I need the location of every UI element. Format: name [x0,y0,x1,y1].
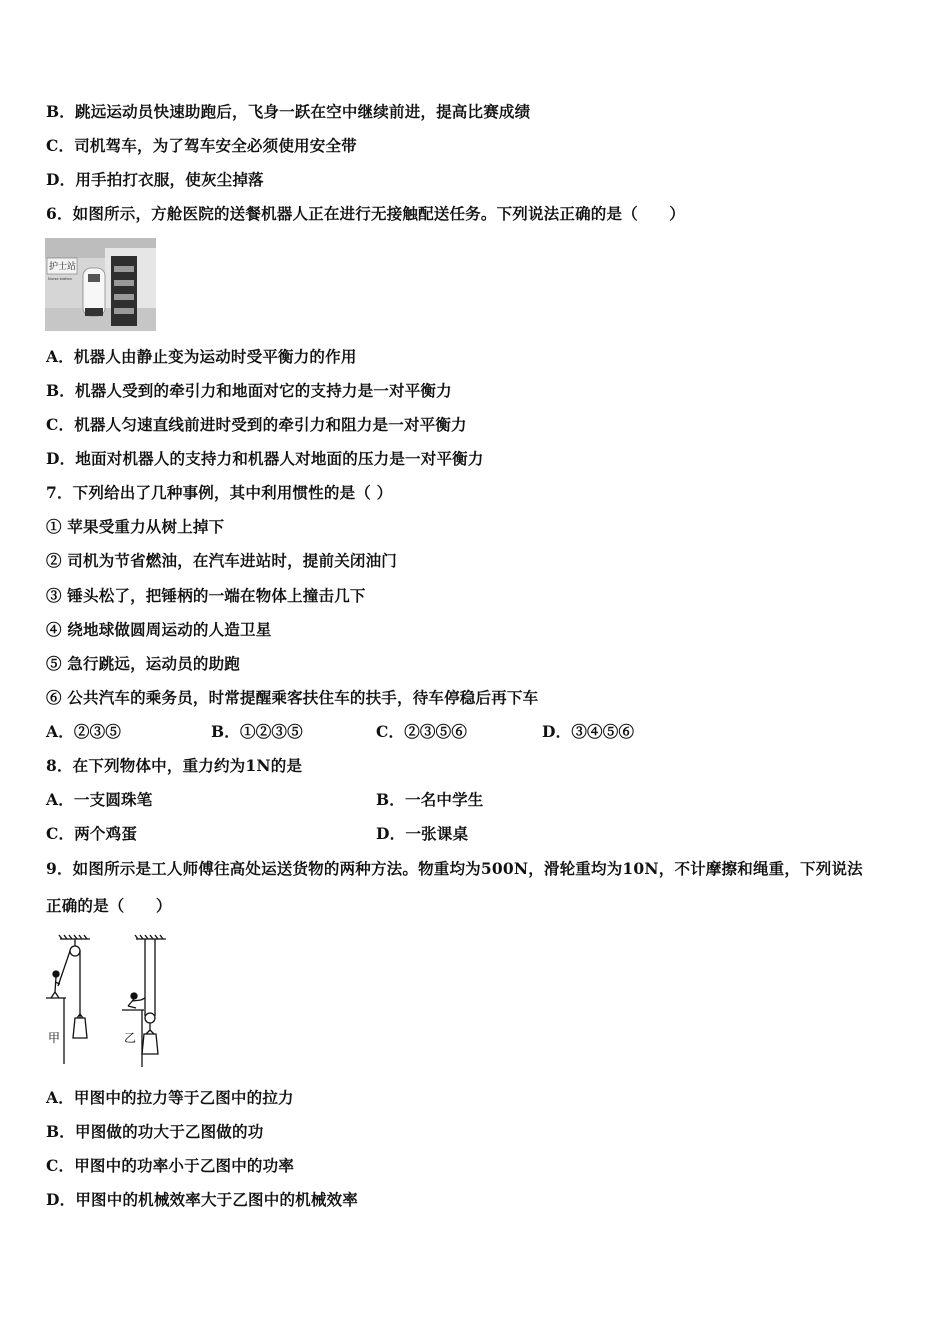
q7-option-c: C．②③⑤⑥ [376,722,468,741]
q6-option-b: B．机器人受到的牵引力和地面对它的支持力是一对平衡力 [46,381,452,400]
q7-option-d: D．③④⑤⑥ [542,722,635,741]
figure-label-jia: 甲 [48,1031,61,1045]
q7-item-3: ③ 锤头松了，把锤柄的一端在物体上撞击几下 [46,586,366,605]
q5-option-c: C．司机驾车，为了驾车安全必须使用安全带 [46,136,357,155]
q9-stem-line1: 9．如图所示是工人师傅往高处运送货物的两种方法。物重均为500N，滑轮重均为10N，不计摩擦和绳重，下列说法 [46,859,863,878]
q6-option-d: D．地面对机器人的支持力和机器人对地面的压力是一对平衡力 [46,449,484,468]
q7-item-2: ② 司机为节省燃油，在汽车进站时，提前关闭油门 [46,551,397,570]
q9-option-d: D．甲图中的机械效率大于乙图中的机械效率 [46,1190,358,1209]
q7-item-5: ⑤ 急行跳远，运动员的助跑 [46,654,240,673]
q8-stem: 8．在下列物体中，重力约为1N的是 [46,756,303,775]
q8-option-a: A．一支圆珠笔 [46,790,153,809]
q8-option-c: C．两个鸡蛋 [46,824,138,843]
nurse-station-sign: 护士站 [49,262,77,272]
q7-item-1: ① 苹果受重力从树上掉下 [46,517,225,536]
pulley-diagram [44,934,174,1069]
q6-stem: 6．如图所示，方舱医院的送餐机器人正在进行无接触配送任务。下列说法正确的是（ ） [46,204,685,223]
q9-option-a: A．甲图中的拉力等于乙图中的拉力 [46,1088,294,1107]
nurse-station-sign-en: Nurse station [48,277,73,281]
robot-photo [45,238,156,331]
q8-option-b: B．一名中学生 [376,790,484,809]
q7-option-b: B．①②③⑤ [211,722,303,741]
q9-option-b: B．甲图做的功大于乙图做的功 [46,1122,264,1141]
q9-option-c: C．甲图中的功率小于乙图中的功率 [46,1156,295,1175]
q6-option-c: C．机器人匀速直线前进时受到的牵引力和阻力是一对平衡力 [46,415,467,434]
q7-stem: 7．下列给出了几种事例，其中利用惯性的是（ ） [46,483,393,502]
q7-option-a: A．②③⑤ [46,722,122,741]
figure-label-yi: 乙 [124,1031,137,1045]
q6-option-a: A．机器人由静止变为运动时受平衡力的作用 [46,347,357,366]
q5-option-d: D．用手拍打衣服，使灰尘掉落 [46,170,264,189]
q7-item-4: ④ 绕地球做圆周运动的人造卫星 [46,620,272,639]
q9-stem-line2: 正确的是（ ） [46,896,172,915]
q8-option-d: D．一张课桌 [376,824,469,843]
q7-item-6: ⑥ 公共汽车的乘务员，时常提醒乘客扶住车的扶手，待车停稳后再下车 [46,688,539,707]
q5-option-b: B．跳远运动员快速助跑后，飞身一跃在空中继续前进，提高比赛成绩 [46,102,531,121]
